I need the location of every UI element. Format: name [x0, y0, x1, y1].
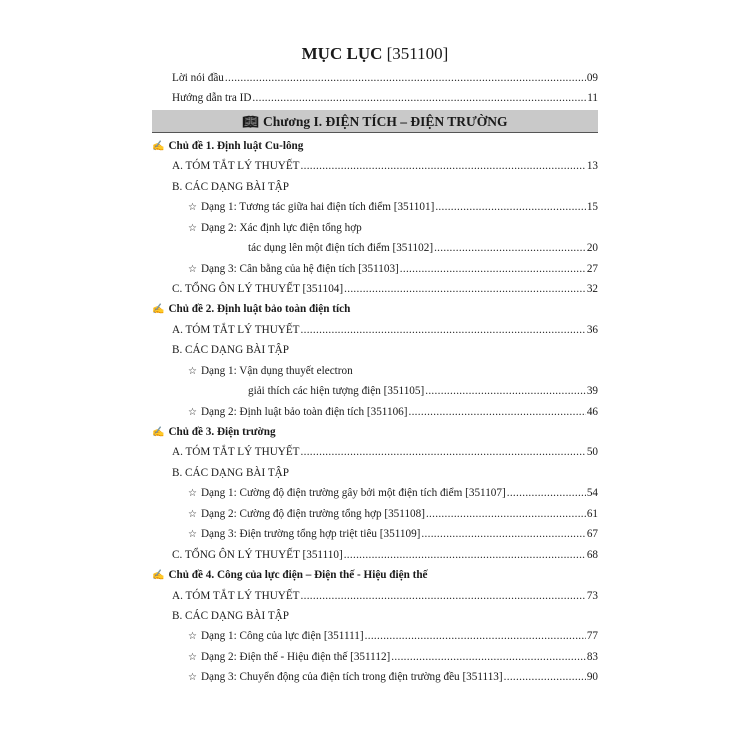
entry-label: B. CÁC DẠNG BÀI TẬP: [172, 466, 289, 479]
toc-topic[interactable]: [152, 422, 598, 442]
toc-entry[interactable]: [152, 197, 598, 217]
entry-label: Dạng 1: Tương tác giữa hai điện tích điểm [351101]: [200, 201, 435, 214]
entry-page: 39: [586, 385, 598, 398]
toc-entry[interactable]: [152, 606, 598, 626]
toc-entry[interactable]: [152, 259, 598, 279]
chapter-heading: [152, 110, 598, 133]
entry-label: Chủ đề 4. Công của lực điện – Điện thế - Hiệu điện thế: [168, 569, 428, 582]
dot-leader: [252, 88, 586, 108]
toc-entry[interactable]: [152, 320, 598, 340]
entry-label: C. TỔNG ÔN LÝ THUYẾT [351110]: [172, 548, 343, 561]
star-icon: ☆: [188, 263, 197, 275]
writing-hand-icon: ✍: [152, 570, 165, 582]
entry-label: Chủ đề 1. Định luật Cu-lông: [168, 139, 304, 152]
toc-entry[interactable]: [152, 524, 598, 544]
entry-label: Dạng 2: Xác định lực điện tổng hợp: [200, 221, 362, 234]
toc-topic[interactable]: [152, 136, 598, 156]
toc-entry[interactable]: [152, 545, 598, 565]
entry-label: Dạng 1: Cường độ điện trường gây bởi một điện tích điểm [351107]: [200, 487, 506, 500]
entry-label: C. TỔNG ÔN LÝ THUYẾT [351104]: [172, 282, 344, 295]
entry-page: 13: [586, 160, 598, 173]
entry-label: Dạng 1: Công của lực điện [351111]: [200, 630, 364, 643]
entry-page: 11: [587, 92, 598, 105]
entry-label: Dạng 1: Vận dụng thuyết electron: [200, 364, 353, 377]
entry-page: 83: [586, 650, 598, 663]
toc-entry[interactable]: [152, 279, 598, 299]
dot-leader: [408, 402, 585, 422]
toc-topic[interactable]: [152, 299, 598, 319]
dot-leader: [365, 626, 586, 646]
toc-entry[interactable]: [152, 647, 598, 667]
table-of-contents: [152, 68, 598, 688]
entry-page: 67: [586, 528, 598, 541]
entry-page: 50: [586, 446, 598, 459]
entry-page: 20: [586, 242, 598, 255]
writing-hand-icon: ✍: [152, 140, 165, 152]
entry-label: tác dụng lên một điện tích điểm [351102]: [248, 242, 434, 255]
entry-label: Dạng 2: Điện thế - Hiệu điện thế [351112]: [200, 650, 391, 663]
toc-entry-preface[interactable]: [152, 68, 598, 88]
toc-entry[interactable]: [152, 381, 598, 401]
dot-leader: [391, 647, 586, 667]
title-text: MỤC LỤC: [301, 44, 383, 63]
dot-leader: [301, 156, 586, 176]
dot-leader: [421, 524, 585, 544]
star-icon: ☆: [188, 488, 197, 500]
star-icon: ☆: [188, 365, 197, 377]
entry-label: Dạng 3: Cân bằng của hệ điện tích [351103]: [200, 262, 399, 275]
writing-hand-icon: ✍: [152, 304, 165, 316]
title-id: [351100]: [386, 44, 449, 63]
page-title: [0, 44, 750, 64]
entry-label: B. CÁC DẠNG BÀI TẬP: [172, 609, 289, 622]
entry-label: B. CÁC DẠNG BÀI TẬP: [172, 180, 289, 193]
entry-page: 68: [586, 548, 598, 561]
entry-page: 27: [586, 262, 598, 275]
dot-leader: [435, 197, 585, 217]
dot-leader: [434, 238, 586, 258]
toc-entry[interactable]: [152, 361, 598, 381]
toc-entry-guide[interactable]: [152, 88, 598, 108]
dot-leader: [507, 483, 586, 503]
entry-page: 90: [586, 671, 598, 684]
dot-leader: [225, 68, 586, 88]
toc-entry[interactable]: [152, 442, 598, 462]
entry-label: Dạng 3: Chuyển động của điện tích trong điện trường đều [351113]: [200, 671, 503, 684]
toc-entry[interactable]: [152, 504, 598, 524]
entry-page: 09: [586, 72, 598, 84]
entry-label: Hướng dẫn tra ID: [172, 92, 252, 105]
dot-leader: [344, 279, 586, 299]
toc-entry[interactable]: [152, 218, 598, 238]
book-icon: 📖︎: [242, 113, 259, 129]
star-icon: ☆: [188, 222, 197, 234]
dot-leader: [344, 545, 586, 565]
entry-page: 54: [586, 487, 598, 500]
toc-entry[interactable]: [152, 626, 598, 646]
star-icon: ☆: [188, 651, 197, 663]
toc-entry[interactable]: [152, 483, 598, 503]
dot-leader: [301, 320, 586, 340]
entry-label: Lời nói đầu: [172, 72, 224, 84]
entry-label: giải thích các hiện tượng điện [351105]: [248, 385, 425, 398]
entry-label: A. TÓM TẮT LÝ THUYẾT: [172, 160, 300, 173]
entry-page: 46: [586, 405, 598, 418]
entry-label: A. TÓM TẮT LÝ THUYẾT: [172, 446, 300, 459]
toc-entry[interactable]: [152, 156, 598, 176]
toc-entry[interactable]: [152, 463, 598, 483]
dot-leader: [504, 667, 586, 687]
entry-label: Dạng 3: Điện trường tổng hợp triệt tiêu [351109]: [200, 528, 421, 541]
entry-page: 77: [586, 630, 598, 643]
entry-page: 32: [586, 282, 598, 295]
dot-leader: [425, 381, 586, 401]
entry-label: Chủ đề 3. Điện trường: [168, 426, 276, 438]
toc-entry[interactable]: [152, 238, 598, 258]
star-icon: ☆: [188, 631, 197, 643]
star-icon: ☆: [188, 508, 197, 520]
star-icon: ☆: [188, 406, 197, 418]
toc-entry[interactable]: [152, 667, 598, 687]
star-icon: ☆: [188, 672, 197, 684]
star-icon: ☆: [188, 529, 197, 541]
toc-entry[interactable]: [152, 402, 598, 422]
entry-page: 61: [586, 507, 598, 520]
toc-entry[interactable]: [152, 177, 598, 197]
entry-label: B. CÁC DẠNG BÀI TẬP: [172, 344, 289, 357]
chapter-label: Chương I. ĐIỆN TÍCH – ĐIỆN TRƯỜNG: [263, 113, 508, 129]
entry-label: Dạng 2: Định luật bảo toàn điện tích [351106]: [200, 405, 408, 418]
entry-label: Chủ đề 2. Định luật bảo toàn điện tích: [168, 303, 351, 316]
writing-hand-icon: ✍: [152, 427, 165, 438]
dot-leader: [426, 504, 586, 524]
entry-label: A. TÓM TẮT LÝ THUYẾT: [172, 589, 300, 602]
entry-label: Dạng 2: Cường độ điện trường tổng hợp [351108]: [200, 507, 425, 520]
entry-page: 15: [586, 201, 598, 214]
toc-topic[interactable]: [152, 565, 598, 585]
toc-entry[interactable]: [152, 586, 598, 606]
entry-page: 73: [586, 589, 598, 602]
entry-page: 36: [586, 323, 598, 336]
entry-label: A. TÓM TẮT LÝ THUYẾT: [172, 323, 300, 336]
star-icon: ☆: [188, 202, 197, 214]
toc-entry[interactable]: [152, 340, 598, 360]
dot-leader: [301, 586, 586, 606]
dot-leader: [400, 259, 586, 279]
dot-leader: [301, 442, 586, 462]
